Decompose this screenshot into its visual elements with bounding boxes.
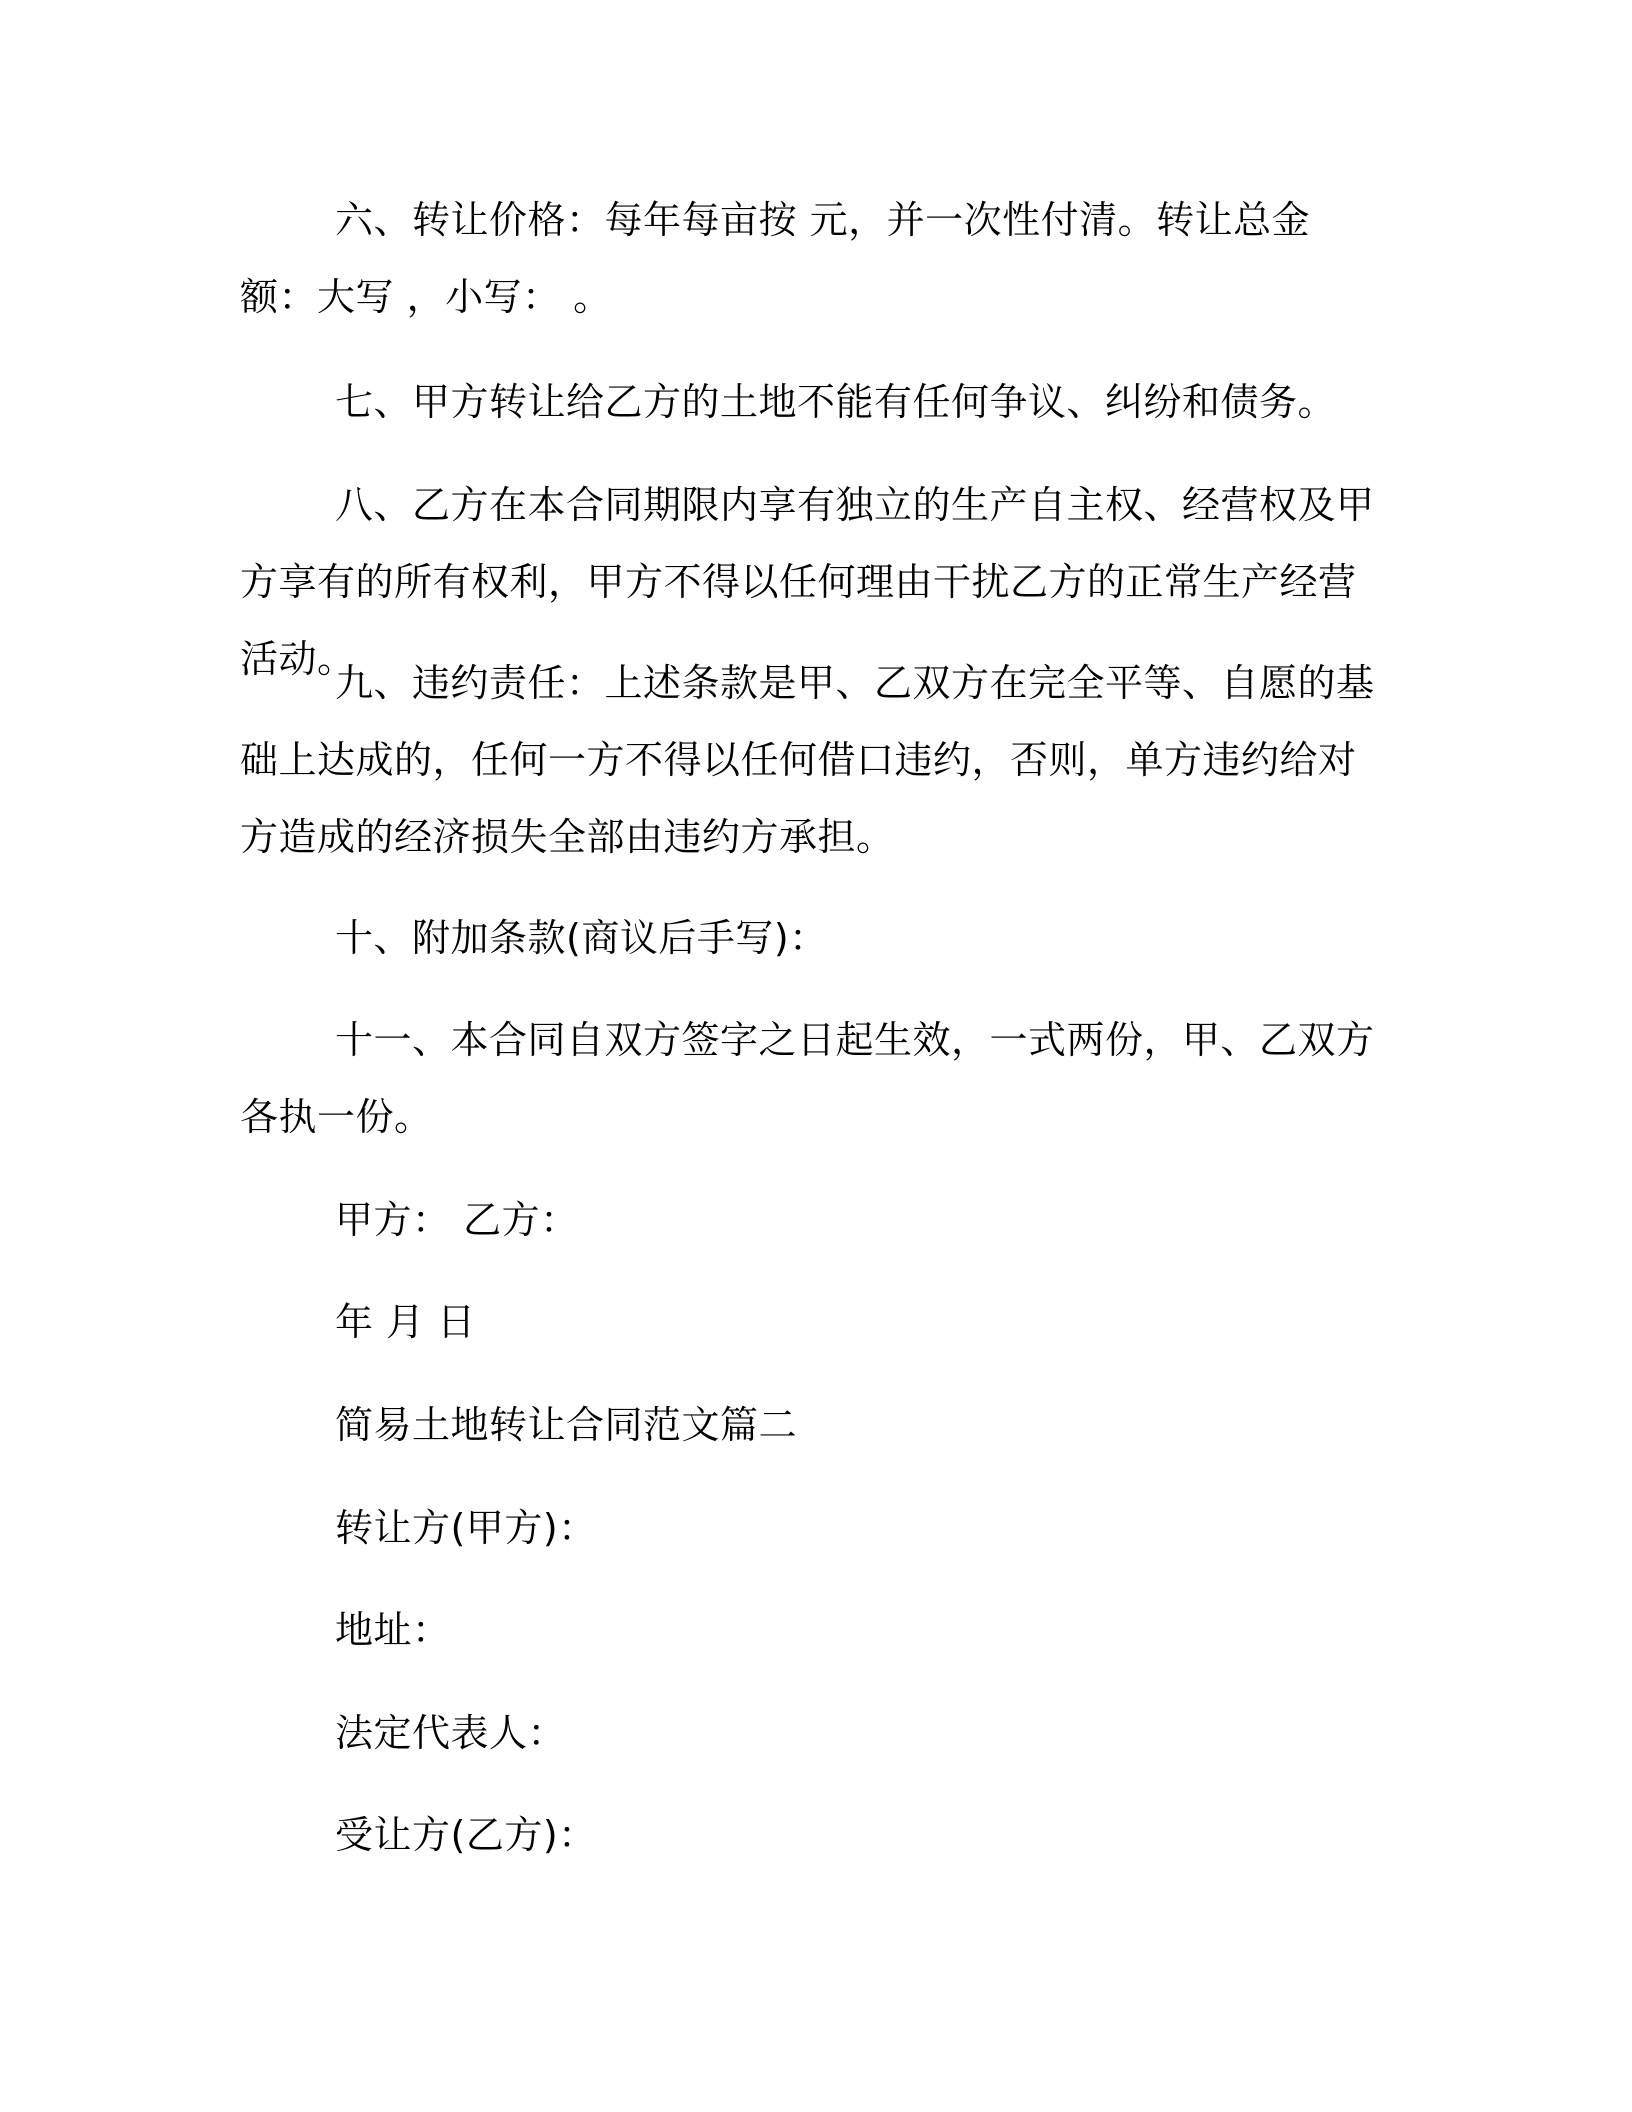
section-heading-part-two: 简易土地转让合同范文篇二 [335,1403,798,1447]
legal-representative-label: 法定代表人： [335,1711,567,1755]
clause-seven-no-dispute: 七、甲方转让给乙方的土地不能有任何争议、纠纷和债务。 [335,380,1337,424]
clause-eight-rights: 八、乙方在本合同期限内享有独立的生产自主权、经营权及甲方享有的所有权利，甲方不得以任何理由干扰乙方的正常生产经营活动。 [240,483,1375,681]
address-label: 地址： [335,1608,451,1652]
signature-parties: 甲方： 乙方： [335,1198,579,1242]
transferor-party-a-label: 转让方(甲方)： [335,1506,597,1550]
clause-nine-liability: 九、违约责任：上述条款是甲、乙双方在完全平等、自愿的基础上达成的，任何一方不得以任何借口违约，否则，单方违约给对方造成的经济损失全部由违约方承担。 [240,661,1375,859]
clause-eleven-effective: 十一、本合同自双方签字之日起生效，一式两份，甲、乙双方各执一份。 [240,1018,1375,1139]
signature-date: 年 月 日 [335,1300,476,1344]
transferee-party-b-label: 受让方(乙方)： [335,1813,597,1857]
clause-six-price: 六、转让价格：每年每亩按 元，并一次性付清。转让总金额：大写 ，小写： 。 [240,198,1311,319]
clause-ten-additional-terms: 十、附加条款(商议后手写)： [335,916,828,960]
